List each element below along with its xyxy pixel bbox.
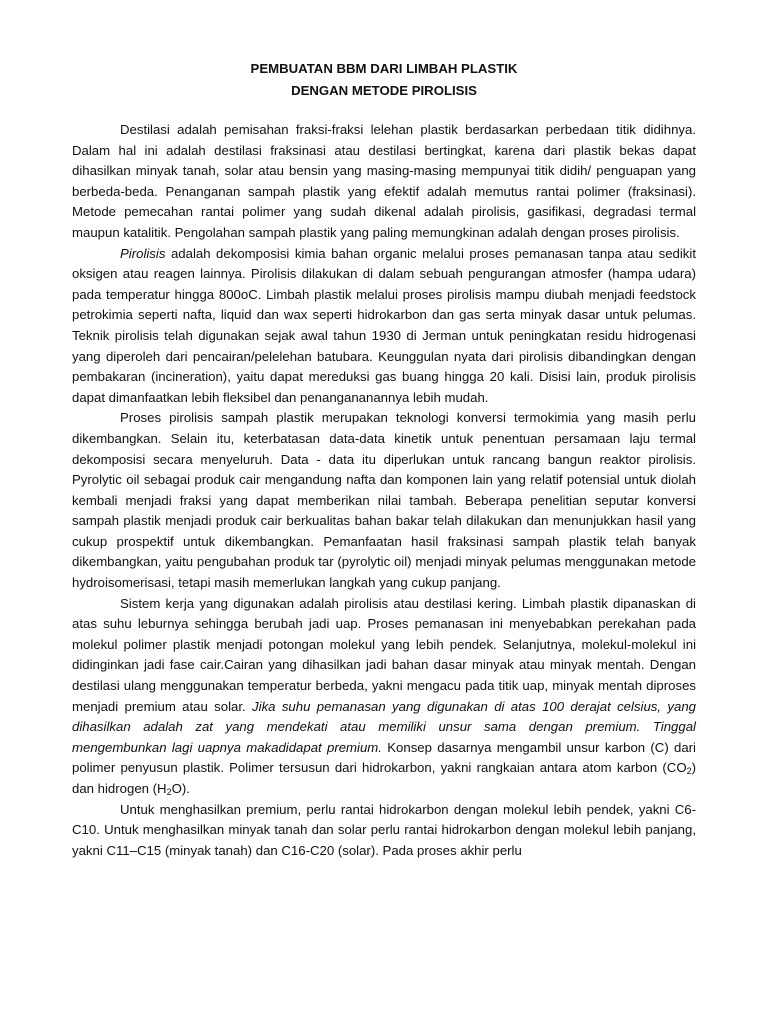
paragraph-text-a: Sistem kerja yang digunakan adalah pirolisis atau destilasi kering. Limbah plastik dipanaskan di atas suhu leburnya sehingga berubah jadi uap. Proses pemanasan ini menyebabkan perekahan pada molekul polimer plastik menjadi potongan molekul yang lebih pendek. Selanjutnya, molekul-molekul ini didinginkan jadi fase cair.Cairan yang dihasilkan jadi bahan dasar minyak atau minyak mentah. Dengan destilasi ulang menggunakan temperatur berbeda, yakni mengacu pada titik uap, minyak mentah diproses menjadi premium atau solar. [72, 595, 696, 714]
document-title [72, 58, 696, 102]
title-line-1: PEMBUATAN BBM DARI LIMBAH PLASTIK [250, 61, 518, 76]
paragraph-text-d: O). [171, 781, 190, 796]
paragraph-text: Proses pirolisis sampah plastik merupakan teknologi konversi termokimia yang masih perlu dikembangkan. Selain itu, keterbatasan data-data kinetik untuk penentuan persamaan laju termal dekomposisi secara menyeluruh. Data - data itu diperlukan untuk rancang bangun reaktor pirolisis. Pyrolytic oil sebagai produk cair mengandung nafta dan komponen lain yang relatif potensial untuk diolah kembali menjadi fraksi yang dapat memberikan nilai tambah. Beberapa penelitian seputar konversi sampah plastik menjadi produk cair berkualitas bahan bakar telah dilakukan dan menunjukkan hasil yang cukup prospektif untuk dikembangkan. Pemanfaatan hasil fraksinasi sampah plastik telah banyak dikembangkan, yaitu pengubahan produk tar (pyrolytic oil) menjadi minyak pelumas menggunakan metode hydroisomerisasi, tetapi masih memerlukan langkah yang cukup panjang. [72, 410, 696, 591]
paragraph-text: Untuk menghasilkan premium, perlu rantai hidrokarbon dengan molekul lebih pendek, yakni C6-C10. Untuk menghasilkan minyak tanah dan solar perlu rantai hidrokarbon dengan molekul lebih panjang, yakni C11–C15 (minyak tanah) dan C16-C20 (solar). Pada proses akhir perlu [72, 801, 696, 858]
paragraph-proses-pirolisis [72, 408, 696, 593]
paragraph-text: Destilasi adalah pemisahan fraksi-fraksi lelehan plastik berdasarkan perbedaan titik didihnya. Dalam hal ini adalah destilasi fraksinasi atau destilasi bertingkat, karena dari plastik bekas dapat dihasilkan minyak tanah, solar atau bensin yang masing-masing mempunyai titik didih/ penguapan yang berbeda-beda. Penanganan sampah plastik yang efektif adalah memutus rantai polimer (fraksinasi). Metode pemecahan rantai polimer yang sudah dikenal adalah pirolisis, gasifikasi, degradasi termal maupun katalitik. Pengolahan sampah plastik yang paling memungkinan adalah dengan proses pirolisis. [72, 122, 696, 240]
italic-passage: Jika suhu pemanasan yang digunakan di atas 100 derajat celsius, yang dihasilkan adalah zat yang mendekati atau memiliki unsur sama dengan premium. Tinggal mengembunkan lagi uapnya makadidapat premium. [72, 698, 696, 755]
paragraph-sistem-kerja [72, 594, 696, 800]
title-line-2: DENGAN METODE PIROLISIS [291, 83, 477, 98]
paragraph-text: adalah dekomposisi kimia bahan organic melalui proses pemanasan tanpa atau sedikit oksigen atau reagen lainnya. Pirolisis dilakukan di dalam sebuah pengurangan atmosfer (hampa udara) pada temperatur hingga 800oC. Limbah plastik melalui proses pirolisis mampu diubah menjadi feedstock petrokimia seperti nafta, liquid dan wax seperti hidrokarbon dan gas serta minyak dasar untuk pelumas. Teknik pirolisis telah digunakan sejak awal tahun 1930 di Jerman untuk peningkatan residu hidrogenasi yang diperoleh dari pencairan/pelelehan batubara. Keunggulan nyata dari pirolisis dibandingkan dengan pembakaran (incineration), yaitu dapat mereduksi gas buang hingga 20 kali. Disisi lain, produk pirolisis dapat dimanfaatkan lebih fleksibel dan penangananannya lebih mudah. [72, 245, 696, 405]
paragraph-text-c: ) dan hidrogen (H [72, 760, 696, 796]
subscript-co2: 2 [686, 766, 692, 777]
subscript-h2o: 2 [166, 787, 172, 797]
paragraph-pirolisis [72, 244, 696, 409]
paragraph-destilasi [72, 120, 696, 244]
italic-term: Pirolisis [120, 245, 166, 261]
paragraph-premium [72, 800, 696, 862]
document-body [72, 120, 696, 861]
paragraph-text-b: Konsep dasarnya mengambil unsur karbon (C) dari polimer penyusun plastik. Polimer tersusun dari hidrokarbon, yakni rangkaian antara atom karbon (CO [72, 739, 696, 776]
